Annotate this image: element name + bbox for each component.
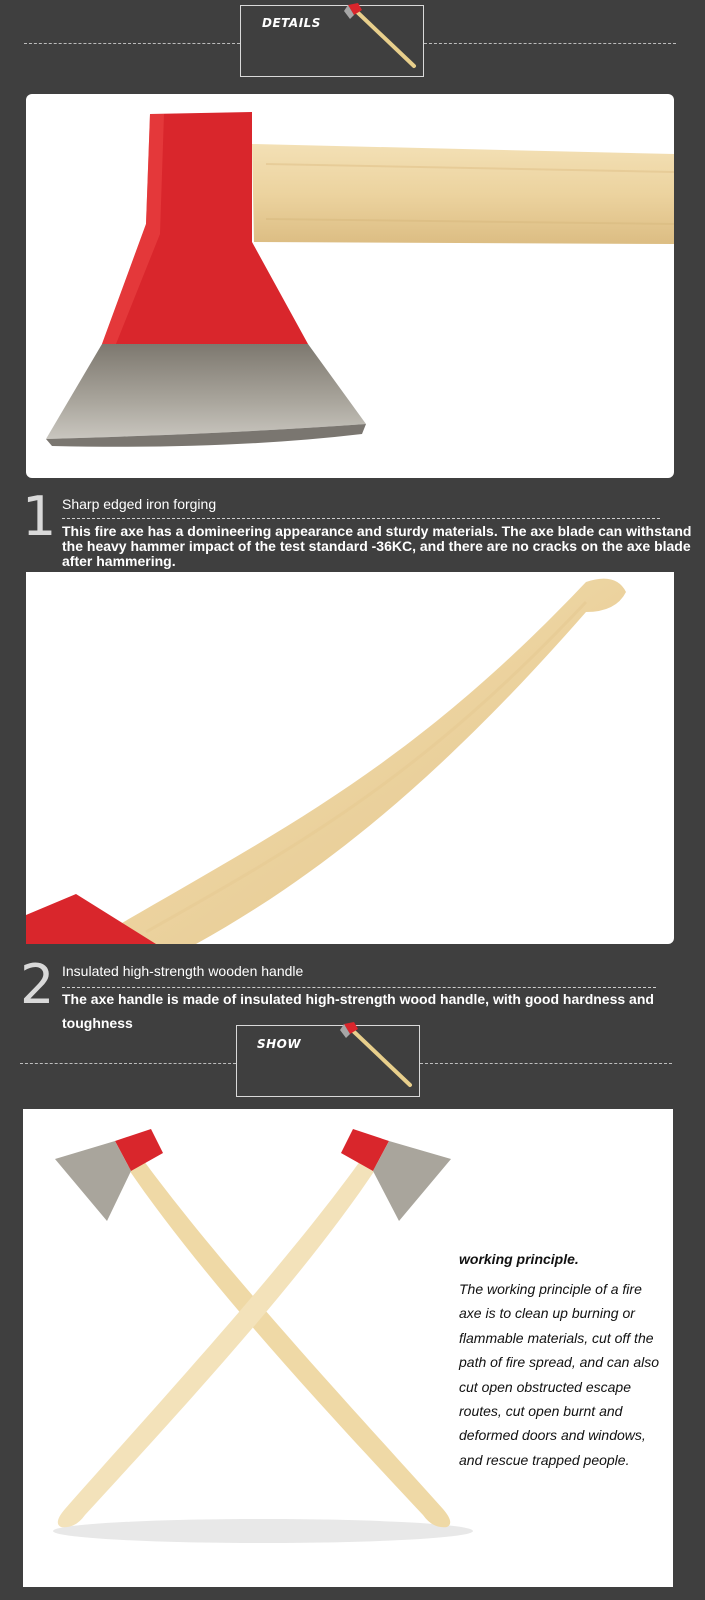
header-divider-right <box>420 1063 672 1064</box>
show-tag-label: SHOW <box>257 1037 302 1051</box>
working-principle-title: working principle. <box>459 1251 579 1267</box>
axe-handle-image <box>26 572 674 944</box>
axe-handle-illustration <box>26 572 674 944</box>
crossed-axes-illustration <box>23 1109 483 1587</box>
details-tag-label: DETAILS <box>262 16 321 30</box>
axe-head-image <box>26 94 674 478</box>
axe-head-illustration <box>26 94 674 478</box>
feature-title: Sharp edged iron forging <box>62 496 217 512</box>
feature-description: This fire axe has a domineering appearance and sturdy materials. The axe blade can withstand the heavy hammer impact of the test standard -36KC, and there are no cracks on the axe blade after hammering. <box>62 523 692 569</box>
feature-divider <box>62 518 660 519</box>
working-principle-body: The working principle of a fire axe is to clean up burning or flammable materials, cut off the path of fire spread, and can also cut open obstructed escape routes, cut open burnt and deformed doors and windows, and rescue trapped people. <box>459 1281 660 1468</box>
axe-icon <box>340 1022 416 1088</box>
header-divider-left <box>20 1063 236 1064</box>
crossed-axes-panel <box>23 1109 673 1587</box>
axe-icon <box>344 3 420 69</box>
feature-number: 1 <box>22 485 57 548</box>
feature-number: 2 <box>20 953 55 1016</box>
header-divider-left <box>24 43 240 44</box>
header-divider-right <box>424 43 676 44</box>
feature-description: The axe handle is made of insulated high-strength wood handle, with good hardness and toughness <box>62 991 654 1031</box>
feature-title: Insulated high-strength wooden handle <box>62 963 304 979</box>
